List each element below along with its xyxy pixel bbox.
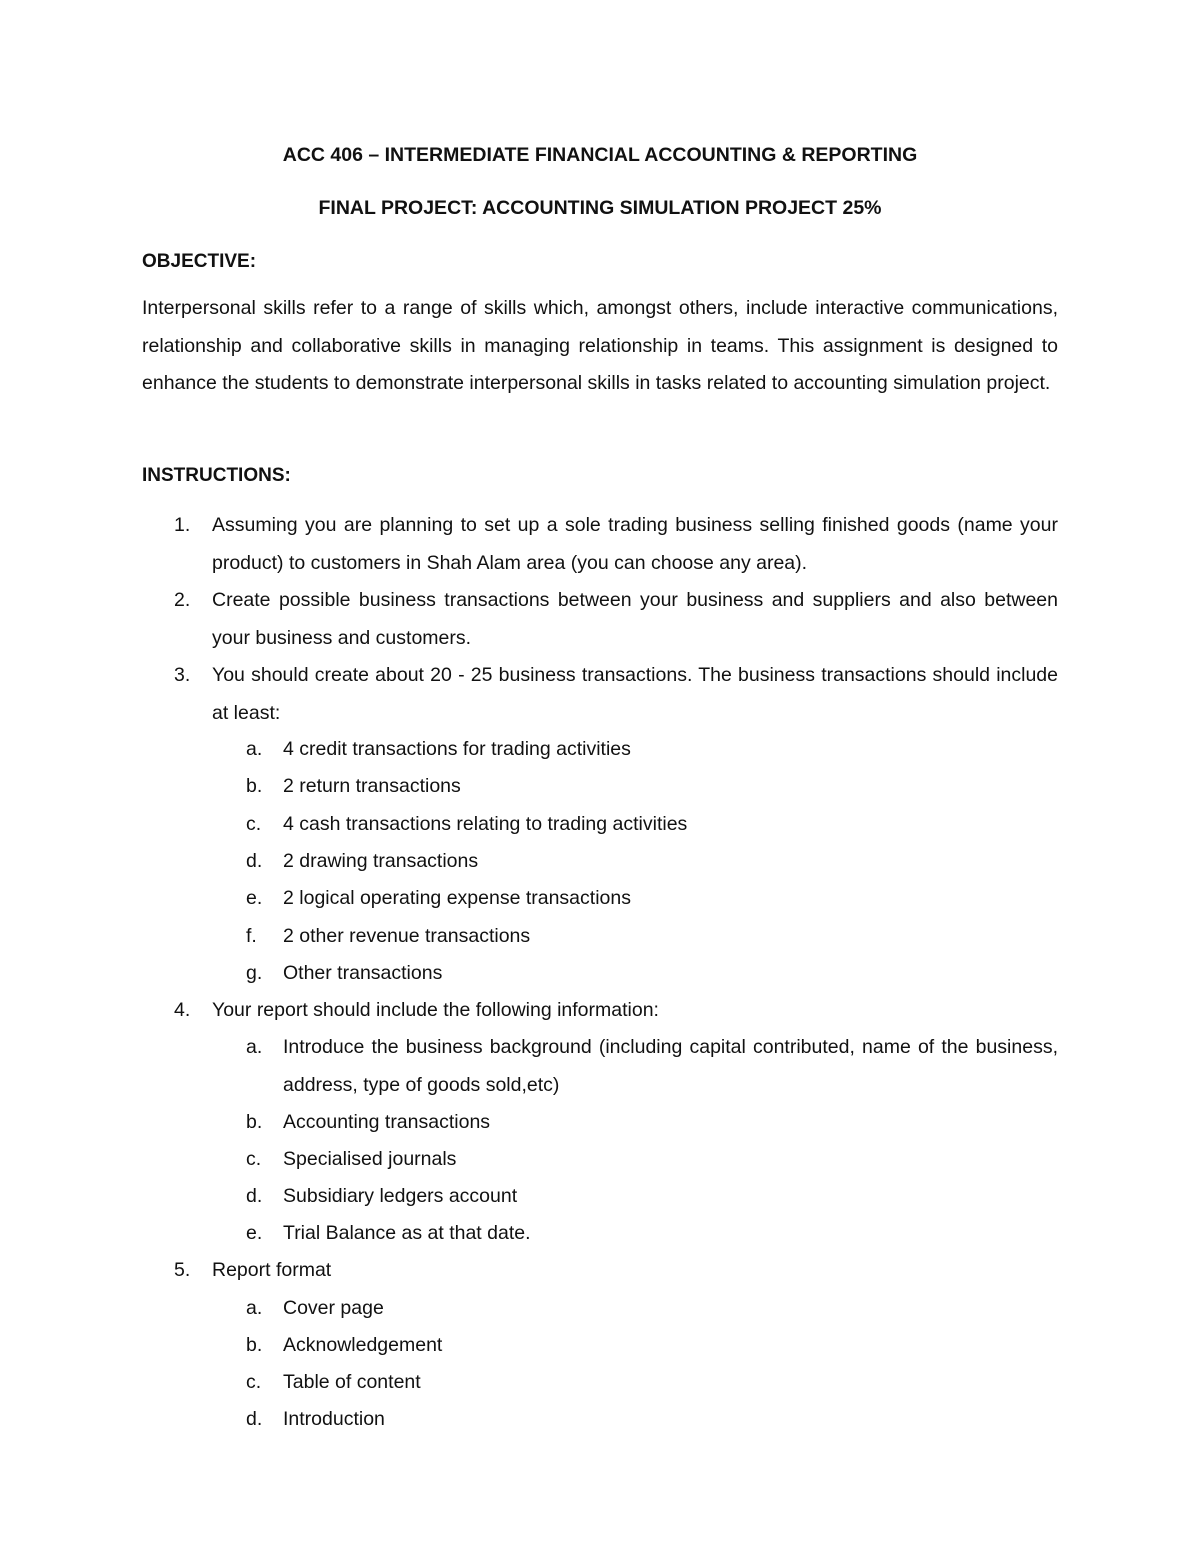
sub-item [246,1327,1058,1365]
sub-item-text: Introduce the business background (including capital contributed, name of the business, address, type of goods sold,etc) [283,1036,1058,1096]
sub-item-text: Trial Balance as at that date. [283,1222,531,1244]
list-marker: a. [246,1297,263,1319]
list-marker: c. [246,813,262,835]
sub-item-text: Introduction [283,1408,385,1430]
instruction-item [174,992,1058,1030]
sub-item [246,1215,1058,1253]
instruction-text: Create possible business transactions between your business and suppliers and also between your business and customers. [212,589,1058,649]
project-title: FINAL PROJECT: ACCOUNTING SIMULATION PROJECT 25% [318,197,882,219]
sub-item-text: Specialised journals [283,1148,457,1170]
sub-item [246,806,1058,844]
sub-item-text: 2 logical operating expense transactions [283,887,631,909]
list-marker: e. [246,887,263,909]
instructions-heading: INSTRUCTIONS: [142,465,291,486]
list-marker: c. [246,1371,262,1393]
list-marker: 3. [174,664,191,686]
sub-item [246,1178,1058,1216]
sub-item [246,880,1058,918]
list-marker: d. [246,1408,263,1430]
list-marker: 5. [174,1259,191,1281]
list-marker: f. [246,925,257,947]
list-marker: g. [246,962,263,984]
instruction-item [174,582,1058,657]
list-marker: 1. [174,514,191,536]
list-marker: d. [246,850,263,872]
sub-item-text: 4 cash transactions relating to trading activities [283,813,688,835]
instruction-item [174,507,1058,582]
sub-item [246,1401,1058,1439]
instruction-text: Report format [212,1259,332,1281]
list-marker: c. [246,1148,262,1170]
sub-item-text: Cover page [283,1297,384,1319]
sub-item-text: 2 drawing transactions [283,850,479,872]
objective-paragraph: Interpersonal skills refer to a range of skills which, amongst others, include interactive communications, relationship and collaborative skills in managing relationship in teams. This assignment is designed to enhance the students to demonstrate interpersonal skills in tasks related to accounting simulation project. [142,297,1058,394]
sub-item-text: Acknowledgement [283,1334,443,1356]
sub-item [246,1141,1058,1179]
sub-item [246,1029,1058,1104]
list-marker: b. [246,1334,263,1356]
list-marker: 4. [174,999,191,1021]
sub-item-text: Table of content [283,1371,421,1393]
sub-item-text: Subsidiary ledgers account [283,1185,518,1207]
sub-item [246,768,1058,806]
sub-item-text: 4 credit transactions for trading activities [283,738,631,760]
instruction-item [174,657,1058,732]
sub-item [246,843,1058,881]
sub-item-text: 2 return transactions [283,775,461,797]
sub-item-text: Other transactions [283,962,443,984]
sub-item [246,955,1058,993]
sub-item-text: 2 other revenue transactions [283,925,531,947]
instruction-text: You should create about 20 - 25 business transactions. The business transactions should include at least: [212,664,1058,724]
list-marker: b. [246,1111,263,1133]
list-marker: a. [246,738,263,760]
list-marker: b. [246,775,263,797]
list-marker: a. [246,1036,263,1058]
list-marker: e. [246,1222,263,1244]
objective-heading: OBJECTIVE: [142,251,257,272]
list-marker: d. [246,1185,263,1207]
list-marker: 2. [174,589,191,611]
sub-item [246,918,1058,956]
instruction-text: Your report should include the following information: [212,999,659,1021]
course-title: ACC 406 – INTERMEDIATE FINANCIAL ACCOUNTING & REPORTING [282,144,918,166]
sub-item-text: Accounting transactions [283,1111,491,1133]
instruction-text: Assuming you are planning to set up a sole trading business selling finished goods (name your product) to customers in Shah Alam area (you can choose any area). [212,514,1058,574]
sub-item [246,1290,1058,1328]
sub-item [246,731,1058,769]
sub-item [246,1104,1058,1142]
instruction-item [174,1252,1058,1290]
sub-item [246,1364,1058,1402]
